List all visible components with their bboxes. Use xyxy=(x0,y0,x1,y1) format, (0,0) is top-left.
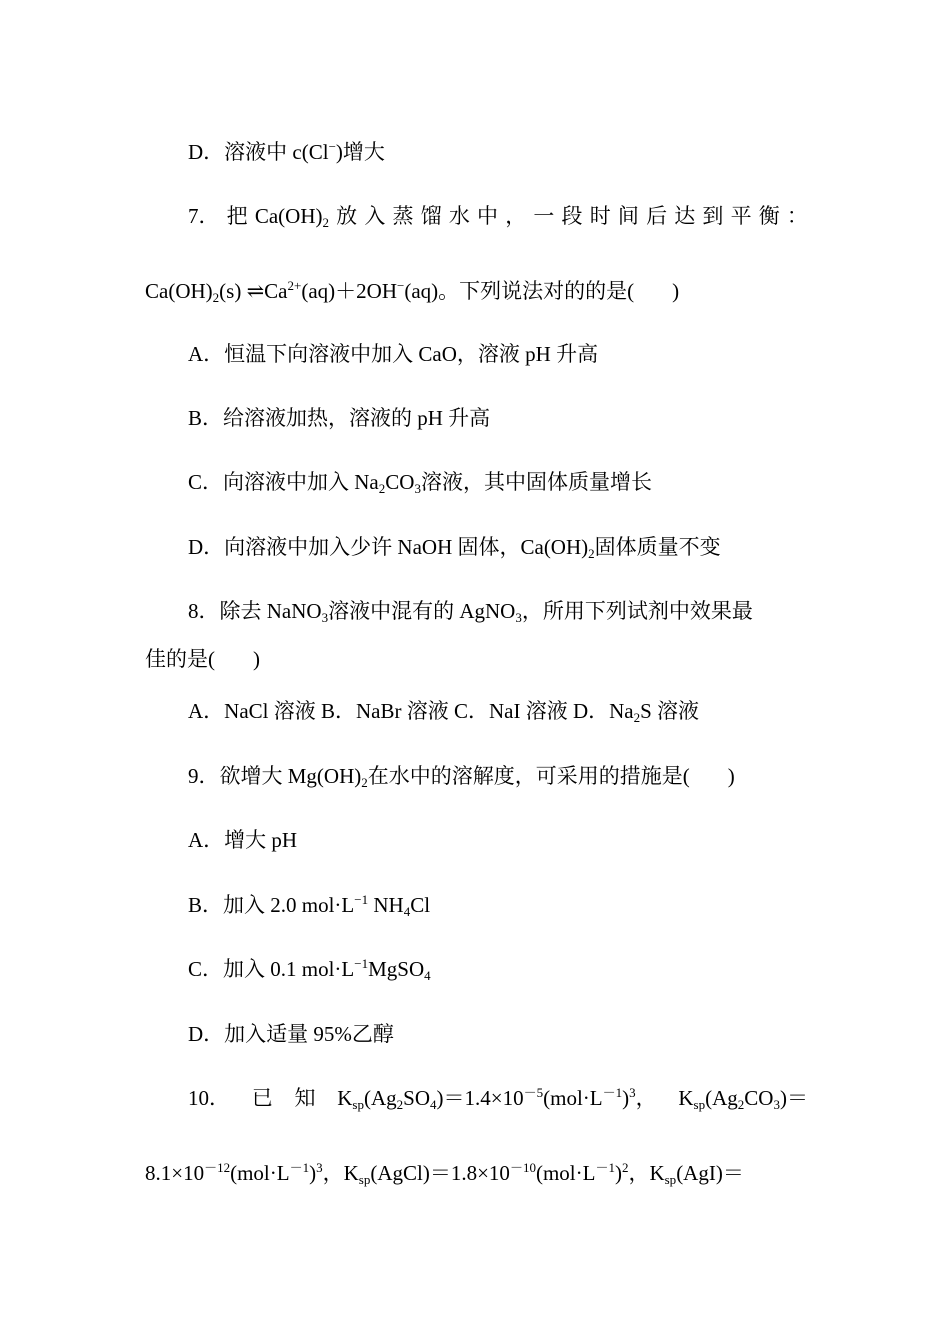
q7-option-a: A．恒温下向溶液中加入 CaO，溶液 pH 升高 xyxy=(188,342,599,366)
q8-stem: 8．除去 NaNO$_3$溶液中混有的 AgNO$_3$，所用下列试剂中效果最 xyxy=(188,599,753,625)
q7-option-b: B．给溶液加热，溶液的 pH 升高 xyxy=(188,406,491,430)
option-label: B． xyxy=(188,893,224,917)
q9-option-d: D．加入适量 95%乙醇 xyxy=(188,1022,394,1046)
question-number: 8． xyxy=(188,599,220,623)
q7-option-d: D．向溶液中加入少许 NaOH 固体，$Ca(OH)_2$固体质量不变 xyxy=(188,535,721,561)
q6-option-d: D．溶液中 c(Cl−)增大 xyxy=(188,139,385,164)
option-label: A． xyxy=(188,342,225,366)
option-label: A． xyxy=(188,828,225,852)
q7-equilibrium-equation: $Ca(OH)_2(s)$ $\rightleftharpoons Ca^{2+}(aq)+2OH^-(aq)$。下列说法对的的是( ) xyxy=(145,278,680,305)
q9-option-a: A．增大 pH xyxy=(188,828,298,852)
question-number: 7． xyxy=(188,204,220,228)
question-number: 10． xyxy=(188,1086,230,1110)
option-label: D． xyxy=(188,1022,225,1046)
q9-option-c: C．加入 0.1 $mol\cdot L^{-1}MgSO_4$ xyxy=(188,956,431,983)
q10-stem-line1: 10． 已 知 $K_{sp}(Ag_2SO_4)=1.4\times 10^{-5}(mol\cdot L^{-1})^3$， $K_{sp}(Ag_2CO_3)=$ xyxy=(188,1085,808,1112)
option-label: D． xyxy=(188,140,225,164)
q9-option-b: B．加入 2.0 $mol\cdot L^{-1}$ $NH_4Cl$ xyxy=(188,892,431,919)
q7-option-c: C．向溶液中加入 $Na_2CO_3$溶液，其中固体质量增长 xyxy=(188,470,652,496)
q9-stem: 9．欲增大 $Mg(OH)_2$在水中的溶解度，可采用的措施是( ) xyxy=(188,764,735,790)
option-label: C． xyxy=(188,470,224,494)
option-label: C． xyxy=(188,957,224,981)
q10-stem-line2: $8.1\times 10^{-12}(mol\cdot L^{-1})^3$，$K_{sp}(AgCl)=1.8\times 10^{-10}(mol\cdot L^{-1})^2$，$K_{sp}(AgI)=$ xyxy=(145,1160,744,1187)
question-number: 9． xyxy=(188,764,220,788)
q8-stem-continued: 佳的是( ) xyxy=(145,647,260,671)
q8-options: A．NaCl 溶液 B．NaBr 溶液 C．NaI 溶液 D．$Na_2S$ 溶液 xyxy=(188,699,700,725)
option-label: D． xyxy=(188,535,225,559)
option-label: B． xyxy=(188,406,224,430)
q7-stem-line1: 7． 把 $Ca(OH)_2$ 放 入 蒸 馏 水 中 ， 一 段 时 间 后 达 到 平 衡 ： xyxy=(188,204,808,230)
